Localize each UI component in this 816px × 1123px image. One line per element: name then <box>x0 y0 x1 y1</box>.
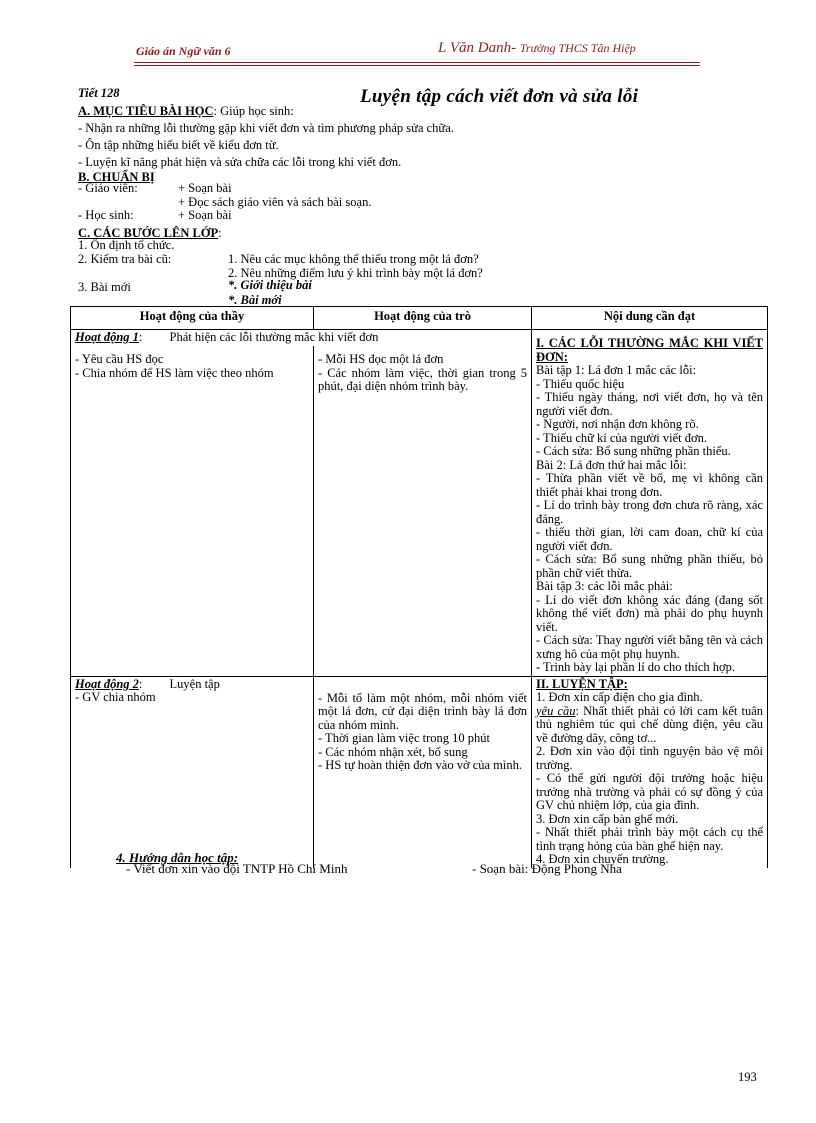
review-question: 1. Nêu các mục không thể thiếu trong một lá đơn? <box>228 252 479 266</box>
student-item: - Các nhóm nhận xét, bổ sung <box>318 744 468 759</box>
step-2-label: 2. Kiểm tra bài cũ: <box>78 252 172 266</box>
teacher-cell-2 <box>71 676 314 868</box>
header-rule <box>134 62 700 63</box>
activity-1-desc: Phát hiện các lỗi thường mắc khi viết đơn <box>169 330 379 344</box>
section-b-heading: B. CHUẨN BỊ <box>78 170 155 184</box>
student-item: - Thời gian làm việc trong 10 phút <box>318 731 490 745</box>
header-school: Trường THCS Tân Hiệp <box>519 41 636 55</box>
guidance-item: - Soạn bài: Động Phong Nha <box>472 861 622 876</box>
content-item: - Cách sửa: Bổ sung những phần thiếu. <box>536 444 731 458</box>
section-a-heading: A. MỤC TIÊU BÀI HỌC <box>78 104 214 118</box>
guidance-heading: 4. Hướng dẫn học tập: <box>116 850 239 865</box>
header-rule-thin <box>134 65 700 66</box>
content-item: - Lí do trình bày trong đơn chưa rõ ràng, xác đáng. <box>536 498 763 526</box>
teacher-cell-1 <box>71 346 314 676</box>
page-number: 193 <box>738 1070 757 1084</box>
student-item: - Mỗi tổ làm một nhóm, mỗi nhóm viết một lá đơn, cử đại diện trình bày lá đơn của nhóm mình. <box>318 690 527 732</box>
content-item: - Cách sửa: Thay người viết bằng tên và cách xưng hô của một phụ huynh. <box>536 633 763 661</box>
activity-table <box>70 306 768 868</box>
step-1: 1. Ổn định tổ chức. <box>78 238 175 252</box>
content-item: - Nhất thiết phải trình bày một cách cụ thể tình trạng hỏng của bàn ghế hiện nay. <box>536 825 763 853</box>
content-item: 3. Đơn xin cấp bàn ghế mới. <box>536 811 679 826</box>
guidance-item: - Viết đơn xin vào đội TNTP Hồ Chí Minh <box>126 861 348 876</box>
content-item: 1. Đơn xin cấp điện cho gia đình. <box>536 690 703 704</box>
content-item: - Cách sửa: Bổ sung những phần thiếu, bỏ phần chữ viết thừa. <box>536 552 763 580</box>
activity-1-title: Hoạt động 1: Phát hiện các lỗi thường mắc khi viết đơn <box>71 330 532 347</box>
step-3-item: *. Giới thiệu bài <box>228 278 312 292</box>
student-prep-item: + Soạn bài <box>178 208 232 222</box>
content-item: Bài 2: Lá đơn thứ hai mắc lỗi: <box>536 457 687 472</box>
table-header-row <box>71 307 768 330</box>
table-row <box>71 676 768 868</box>
teacher-item: - Chia nhóm để HS làm việc theo nhóm <box>75 365 274 380</box>
header-student: Hoạt động của trò <box>314 307 532 330</box>
header-author-school <box>438 40 636 57</box>
activity-2-title: Hoạt động 2: Luyện tập <box>75 676 220 691</box>
content-item: - Thiếu chữ kí của người viết đơn. <box>536 430 707 445</box>
content-1-heading: I. CÁC LỖI THƯỜNG MẮC KHI VIẾT ĐƠN: <box>536 336 763 364</box>
review-question: 2. Nêu những điểm lưu ý khi trình bày một lá đơn? <box>228 266 483 280</box>
content-item: - Thiếu quốc hiệu <box>536 376 625 391</box>
content-item: 2. Đơn xin vào đội tình nguyện bảo vệ môi trường. <box>536 744 763 772</box>
student-item: - Các nhóm làm việc, thời gian trong 5 phút, đại diện nhóm trình bày. <box>318 365 527 393</box>
content-item: Bài tập 1: Lá đơn 1 mắc các lỗi: <box>536 363 697 377</box>
student-prep-label: - Học sinh: <box>78 208 134 222</box>
step-3-item: *. Bài mới <box>228 293 282 307</box>
section-c-heading: C. CÁC BƯỚC LÊN LỚP <box>78 226 219 240</box>
teacher-prep-item: + Đọc sách giáo viên và sách bài soạn. <box>178 195 372 209</box>
objective-item: - Luyện kĩ năng phát hiện và sửa chữa các lỗi trong khi viết đơn. <box>78 155 402 169</box>
content-2-heading: II. LUYỆN TẬP: <box>536 676 628 691</box>
teacher-item: - Yêu cầu HS đọc <box>75 352 164 366</box>
header-teacher: Hoạt động của thầy <box>71 307 314 330</box>
step-3-label: 3. Bài mới <box>78 280 131 294</box>
teacher-prep-label: - Giáo viên: <box>78 181 138 195</box>
header-author: L Văn Danh- <box>438 40 517 56</box>
activity-2-label: Hoạt động 2 <box>75 676 139 691</box>
activity-2-desc: Luyện tập <box>169 676 220 691</box>
lesson-title: Luyện tập cách viết đơn và sửa lỗi <box>360 86 639 107</box>
content-item: - thiếu thời gian, lời cam đoan, chữ kí của người viết đơn. <box>536 525 763 553</box>
content-item: - Lí do viết đơn không xác đáng (đang sốt không thể viết đơn) mà phải do phụ huynh viết. <box>536 592 763 634</box>
content-item: - Thiếu ngày tháng, nơi viết đơn, họ và tên người viết đơn. <box>536 390 763 418</box>
activity-1-label: Hoạt động 1 <box>75 330 139 344</box>
student-cell-1 <box>314 346 532 676</box>
header-subject: Giáo án Ngữ văn 6 <box>136 44 231 58</box>
teacher-prep-item: + Soạn bài <box>178 181 232 195</box>
content-item-requirement: yêu cầu: Nhất thiết phải có lời cam kết tuân thủ nghiêm túc qui chế dùng điện, yêu cầu về đường dây, công tơ... <box>536 703 763 745</box>
content-item: - Thừa phần viết về bố, mẹ vì không cần thiết phải khai trong đơn. <box>536 471 763 499</box>
content-cell-2 <box>532 676 768 868</box>
section-c-heading-line: C. CÁC BƯỚC LÊN LỚP: <box>78 226 222 240</box>
content-item: 4. Đơn xin chuyển trường. <box>536 852 669 866</box>
student-item: - Mỗi HS đọc một lá đơn <box>318 352 444 366</box>
content-cell-1 <box>532 330 768 677</box>
table-row <box>71 330 768 347</box>
section-a-intro: : Giúp học sinh: <box>213 104 294 118</box>
content-item: - Trình bày lại phần lí do cho thích hợp. <box>536 660 735 674</box>
content-item: - Có thể gửi người đội trưởng hoặc hiệu trưởng nhà trường và phải có sự đồng ý của GV chủ nhiệm lớp, của gia đình. <box>536 771 763 812</box>
section-a-heading-line <box>78 104 294 118</box>
content-item: Bài tập 3: các lỗi mắc phải: <box>536 579 673 593</box>
lesson-number: Tiết 128 <box>78 86 120 100</box>
teacher-item: - GV chia nhóm <box>75 690 156 704</box>
student-cell-2 <box>314 676 532 868</box>
student-item: - HS tự hoàn thiện đơn vào vở của mình. <box>318 758 522 772</box>
content-item: - Người, nơi nhận đơn không rõ. <box>536 417 699 431</box>
objective-item: - Ôn tập những hiểu biết về kiểu đơn từ. <box>78 138 279 152</box>
header-content: Nội dung cần đạt <box>532 307 768 330</box>
objective-item: - Nhận ra những lỗi thường gặp khi viết đơn và tìm phương pháp sửa chữa. <box>78 121 454 135</box>
